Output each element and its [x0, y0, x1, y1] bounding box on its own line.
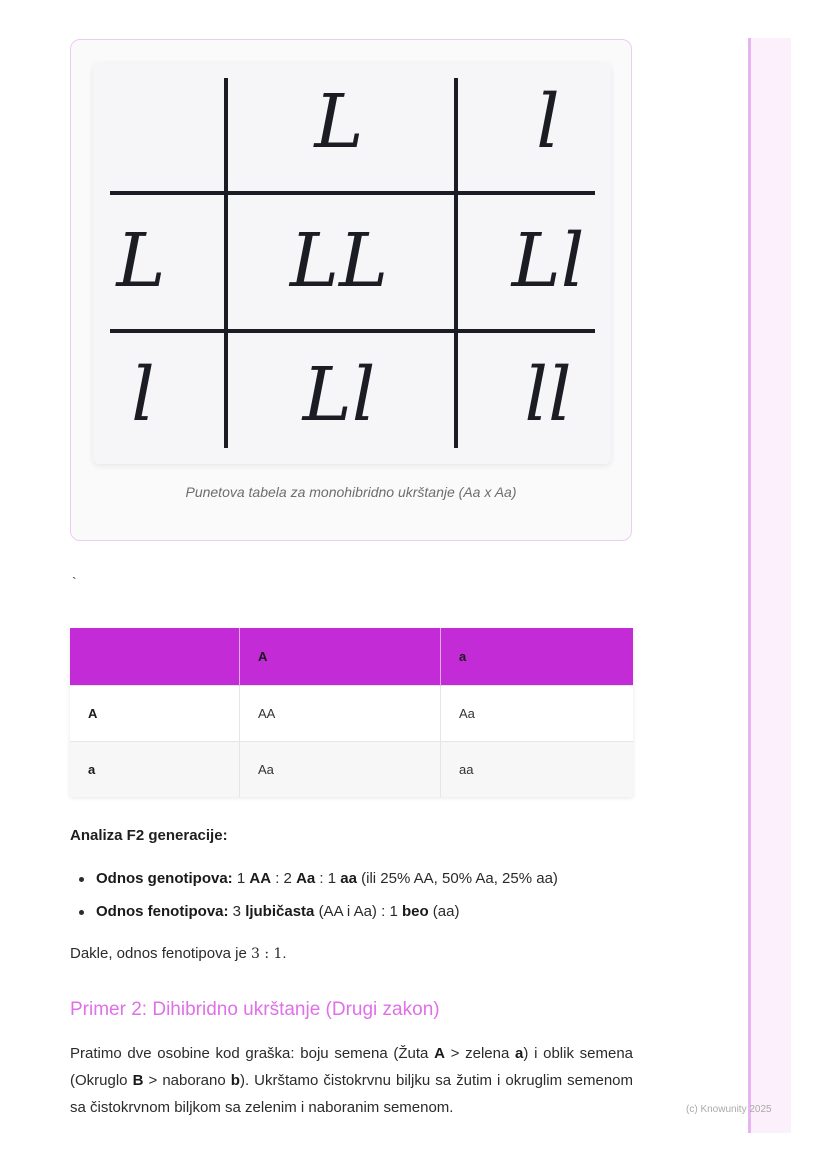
table-row	[70, 742, 633, 798]
table-row-header: A	[70, 686, 240, 742]
sidebar-divider	[748, 38, 751, 1133]
table-cell: AA	[240, 686, 441, 742]
sidebar-strip	[749, 38, 791, 1133]
allele-A: A	[434, 1045, 445, 1062]
table-header-cell: A	[240, 628, 441, 686]
punnett-cell-2-2: ll	[524, 352, 572, 438]
punnett-header-col-2: l	[536, 79, 560, 165]
paragraph-text: ) i oblik semena (Okruglo	[70, 1045, 634, 1089]
paragraph-text: > naborano	[148, 1072, 226, 1089]
genotype-1: AA	[249, 870, 272, 887]
ratio-separator: :	[381, 903, 386, 920]
section-heading: Primer 2: Dihibridno ukrštanje (Drugi zakon)	[70, 999, 440, 1020]
table-row	[70, 686, 633, 742]
punnett-figure-card	[70, 39, 632, 541]
conclusion-period: .	[282, 945, 287, 962]
phenotype-count-1: 3	[232, 903, 242, 920]
table-cell: Aa	[441, 686, 634, 742]
ratio-separator: :	[275, 870, 280, 887]
genotype-table	[70, 628, 633, 797]
genotype-count-2: 2	[283, 870, 292, 887]
phenotype-count-2: 1	[389, 903, 398, 920]
allele-B: B	[132, 1072, 144, 1089]
figure-caption: Punetova tabela za monohibridno ukrštanje (Aa x Aa)	[185, 484, 517, 500]
punnett-header-row-2: l	[131, 352, 155, 438]
watermark: (c) Knowunity 2025	[686, 1104, 772, 1115]
table-header-cell: a	[441, 628, 634, 686]
analysis-list	[76, 868, 558, 934]
list-item-genotype-ratio	[76, 868, 558, 901]
genotype-3: aa	[340, 870, 357, 887]
table-header-cell	[70, 628, 240, 686]
phenotype-2: beo	[401, 903, 429, 920]
punnett-header-row-1: L	[116, 218, 166, 304]
stray-backtick: `	[72, 574, 77, 590]
punnett-square	[93, 62, 611, 464]
phenotype-conclusion	[70, 945, 287, 962]
genotype-label: Odnos genotipova:	[96, 870, 233, 887]
table-row-header: a	[70, 742, 240, 798]
table-cell: aa	[441, 742, 634, 798]
allele-b: b	[230, 1072, 240, 1089]
punnett-cell-1-1: LL	[289, 218, 389, 304]
table-cell: Aa	[240, 742, 441, 798]
punnett-header-col-1: L	[314, 79, 364, 165]
phenotype-1: ljubičasta	[245, 903, 315, 920]
conclusion-ratio: 3 : 1	[250, 946, 283, 962]
punnett-grid-svg	[93, 62, 611, 464]
paragraph-text: ). Ukrštamo čistokrvnu biljku sa žutim i okruglim semenom sa čistokrvnom biljkom sa zelenim i naboranim semenom.	[70, 1072, 634, 1116]
paragraph-text: Pratimo dve osobine kod graška: boju semena (Žuta	[70, 1045, 429, 1062]
allele-a: a	[515, 1045, 524, 1062]
phenotype-label: Odnos fenotipova:	[96, 903, 229, 920]
ratio-separator: :	[319, 870, 324, 887]
conclusion-text: Dakle, odnos fenotipova je	[70, 945, 247, 962]
genotype-percent-note: (ili 25% AA, 50% Aa, 25% aa)	[361, 870, 558, 887]
punnett-cell-1-2: Ll	[511, 218, 585, 304]
list-item-phenotype-ratio	[76, 901, 558, 934]
punnett-cell-2-1: Ll	[302, 352, 376, 438]
genotype-count-3: 1	[327, 870, 337, 887]
paragraph-text: > zelena	[450, 1045, 510, 1062]
genotype-2: Aa	[296, 870, 316, 887]
table-header-row	[70, 628, 633, 686]
section-paragraph	[70, 1040, 633, 1121]
analysis-heading: Analiza F2 generacije:	[70, 827, 228, 844]
phenotype-note-2: (aa)	[432, 903, 460, 920]
genotype-count-1: 1	[236, 870, 246, 887]
phenotype-note-1: (AA i Aa)	[318, 903, 377, 920]
